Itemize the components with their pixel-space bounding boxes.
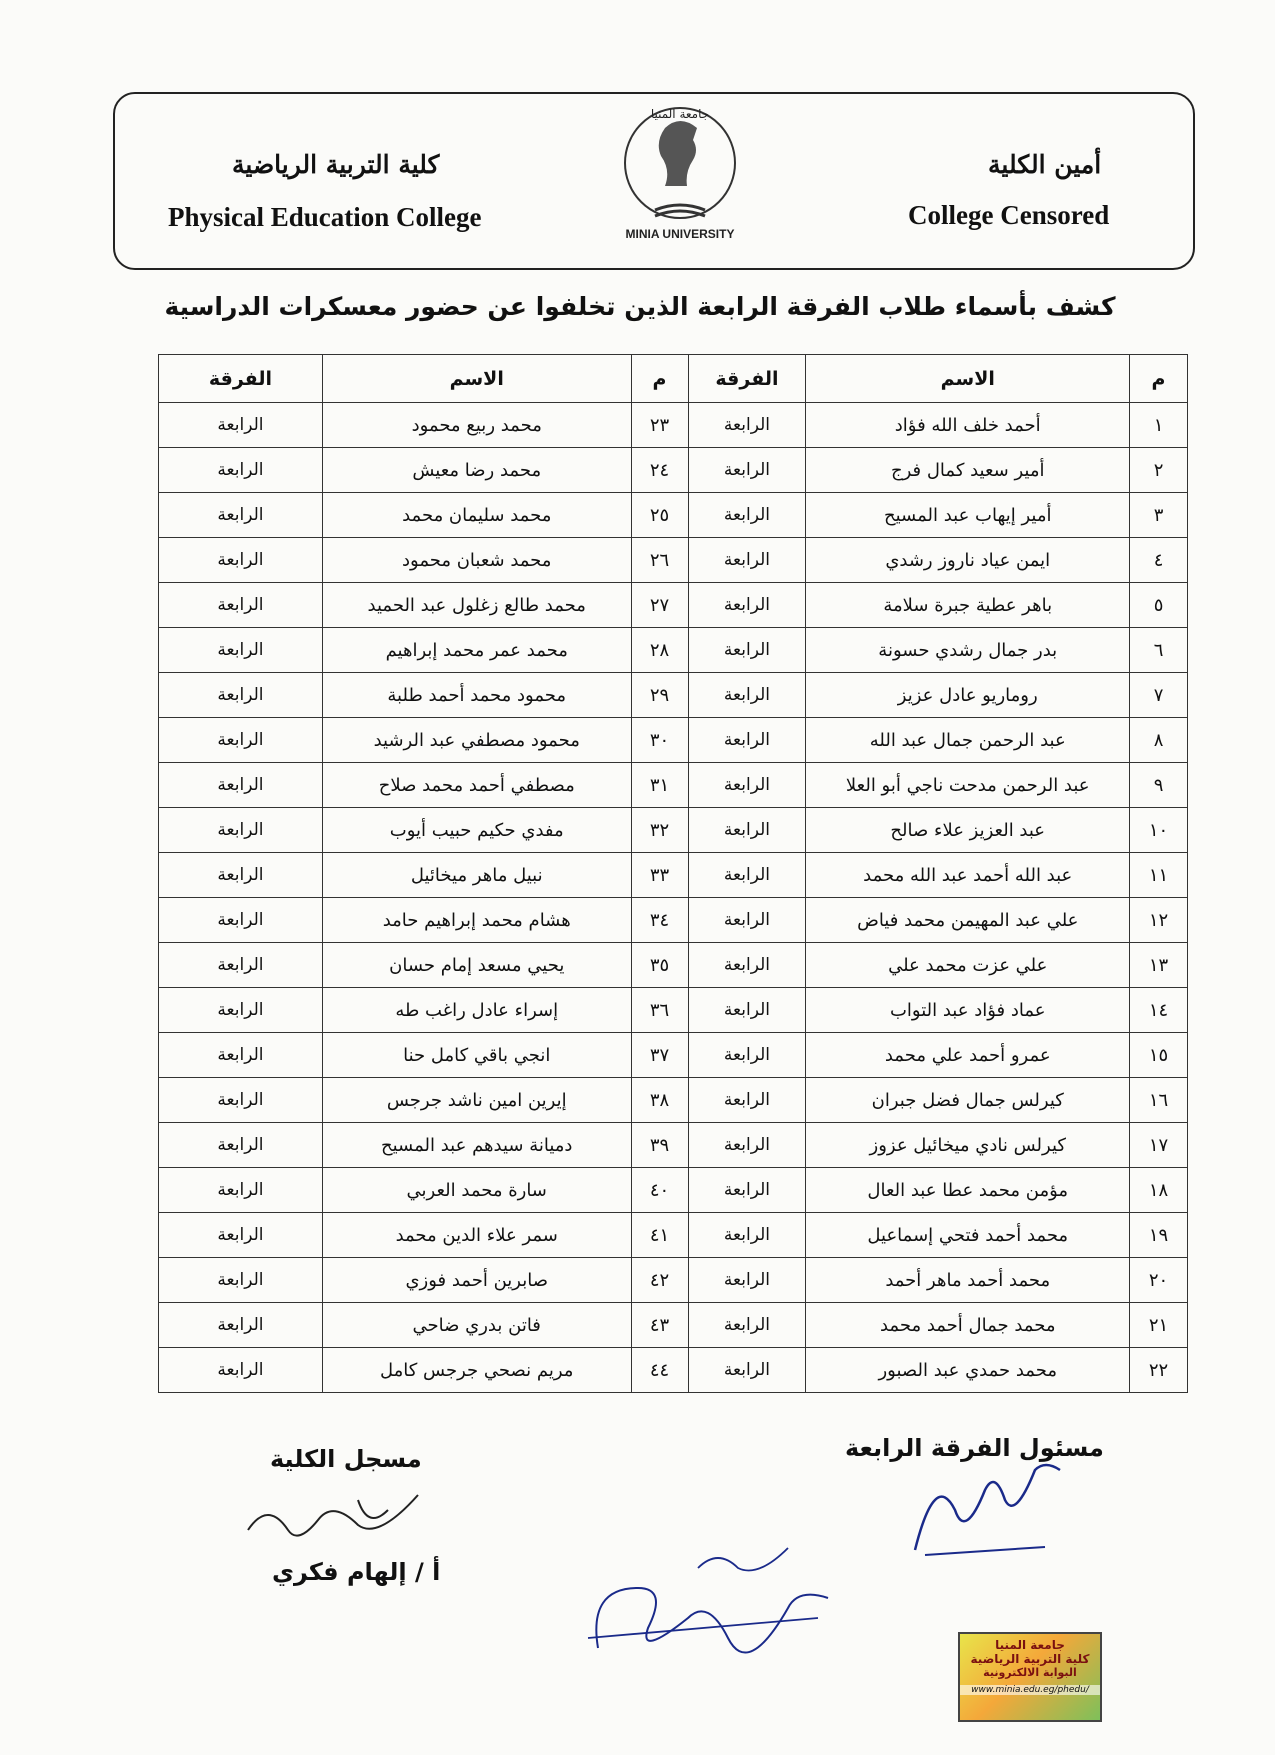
student-number: ٣٠ [631, 718, 688, 763]
college-secretary-english: College Censored [908, 200, 1110, 230]
student-grade: الرابعة [688, 763, 806, 808]
student-name: إيرين امين ناشد جرجس [322, 1078, 631, 1123]
table-row [159, 403, 1188, 448]
table-row [159, 493, 1188, 538]
student-grade: الرابعة [159, 1168, 323, 1213]
col-header-name: الاسم [322, 355, 631, 403]
student-grade: الرابعة [159, 898, 323, 943]
student-number: ١٩ [1130, 1213, 1188, 1258]
student-grade: الرابعة [159, 853, 323, 898]
student-name: محمد ربيع محمود [322, 403, 631, 448]
student-number: ٣١ [631, 763, 688, 808]
dean-signature [578, 1538, 868, 1668]
student-grade: الرابعة [159, 673, 323, 718]
student-number: ٤٢ [631, 1258, 688, 1303]
student-grade: الرابعة [688, 403, 806, 448]
student-number: ١٨ [1130, 1168, 1188, 1213]
student-grade: الرابعة [159, 448, 323, 493]
student-grade: الرابعة [159, 538, 323, 583]
table-row [159, 628, 1188, 673]
student-number: ١٣ [1130, 943, 1188, 988]
student-name: محمد حمدي عبد الصبور [806, 1348, 1130, 1393]
student-name: محمد سليمان محمد [322, 493, 631, 538]
student-grade: الرابعة [159, 1033, 323, 1078]
student-number: ٣٧ [631, 1033, 688, 1078]
student-name: عبد الله أحمد عبد الله محمد [806, 853, 1130, 898]
table-header-row [159, 355, 1188, 403]
student-number: ٣٣ [631, 853, 688, 898]
student-grade: الرابعة [159, 1123, 323, 1168]
student-number: ٣٨ [631, 1078, 688, 1123]
registrar-signature [238, 1480, 458, 1550]
student-number: ٤٤ [631, 1348, 688, 1393]
table-row [159, 1258, 1188, 1303]
student-number: ٢٠ [1130, 1258, 1188, 1303]
col-header-number: م [1130, 355, 1188, 403]
student-name: انجي باقي كامل حنا [322, 1033, 631, 1078]
stamp-line-university: جامعة المنيا [995, 1638, 1065, 1652]
student-number: ١٧ [1130, 1123, 1188, 1168]
student-name: محمد طالع زغلول عبد الحميد [322, 583, 631, 628]
college-name-arabic: كلية التربية الرياضية [232, 150, 440, 179]
table-row [159, 763, 1188, 808]
col-header-number: م [631, 355, 688, 403]
student-number: ١٠ [1130, 808, 1188, 853]
student-grade: الرابعة [688, 538, 806, 583]
student-grade: الرابعة [159, 1213, 323, 1258]
student-grade: الرابعة [688, 1348, 806, 1393]
student-name: روماريو عادل عزيز [806, 673, 1130, 718]
table-row [159, 1123, 1188, 1168]
student-number: ٢٧ [631, 583, 688, 628]
student-name: يحيي مسعد إمام حسان [322, 943, 631, 988]
student-grade: الرابعة [159, 583, 323, 628]
student-grade: الرابعة [688, 1258, 806, 1303]
student-name: مريم نصحي جرجس كامل [322, 1348, 631, 1393]
supervisor-signature [905, 1460, 1075, 1570]
student-grade: الرابعة [159, 403, 323, 448]
student-grade: الرابعة [688, 1213, 806, 1258]
student-name: ايمن عياد ناروز رشدي [806, 538, 1130, 583]
student-number: ١٦ [1130, 1078, 1188, 1123]
student-name: سارة محمد العربي [322, 1168, 631, 1213]
student-name: نبيل ماهر ميخائيل [322, 853, 631, 898]
student-number: ٥ [1130, 583, 1188, 628]
student-name: عبد الرحمن مدحت ناجي أبو العلا [806, 763, 1130, 808]
student-name: محمد رضا معيش [322, 448, 631, 493]
student-number: ١ [1130, 403, 1188, 448]
student-grade: الرابعة [688, 1033, 806, 1078]
student-name: محمد شعبان محمود [322, 538, 631, 583]
student-number: ٢٤ [631, 448, 688, 493]
col-header-grade: الفرقة [688, 355, 806, 403]
table-row [159, 1078, 1188, 1123]
student-grade: الرابعة [688, 1168, 806, 1213]
student-name: فاتن بدري ضاحي [322, 1303, 631, 1348]
student-name: مصطفي أحمد محمد صلاح [322, 763, 631, 808]
student-grade: الرابعة [159, 628, 323, 673]
table-row [159, 448, 1188, 493]
student-name: أمير سعيد كمال فرج [806, 448, 1130, 493]
student-number: ٤١ [631, 1213, 688, 1258]
student-number: ٣٤ [631, 898, 688, 943]
student-number: ٢ [1130, 448, 1188, 493]
student-name: محمود مصطفي عبد الرشيد [322, 718, 631, 763]
student-grade: الرابعة [159, 988, 323, 1033]
student-name: باهر عطية جبرة سلامة [806, 583, 1130, 628]
student-name: مفدي حكيم حبيب أيوب [322, 808, 631, 853]
student-grade: الرابعة [688, 448, 806, 493]
student-grade: الرابعة [688, 673, 806, 718]
student-number: ٤٠ [631, 1168, 688, 1213]
student-number: ١١ [1130, 853, 1188, 898]
student-number: ٦ [1130, 628, 1188, 673]
student-number: ٢٣ [631, 403, 688, 448]
student-name: محمد عمر محمد إبراهيم [322, 628, 631, 673]
table-row [159, 718, 1188, 763]
table-row [159, 1213, 1188, 1258]
student-number: ١٥ [1130, 1033, 1188, 1078]
student-grade: الرابعة [159, 1078, 323, 1123]
student-name: سمر علاء الدين محمد [322, 1213, 631, 1258]
student-name: كيرلس جمال فضل جبران [806, 1078, 1130, 1123]
table-row [159, 808, 1188, 853]
signature-label-class-supervisor: مسئول الفرقة الرابعة [845, 1434, 1104, 1462]
student-number: ٧ [1130, 673, 1188, 718]
table-row [159, 988, 1188, 1033]
student-name: محمود محمد أحمد طلبة [322, 673, 631, 718]
table-row [159, 673, 1188, 718]
student-grade: الرابعة [688, 808, 806, 853]
student-name: بدر جمال رشدي حسونة [806, 628, 1130, 673]
student-name: أحمد خلف الله فؤاد [806, 403, 1130, 448]
student-grade: الرابعة [688, 853, 806, 898]
student-name: عمرو أحمد علي محمد [806, 1033, 1130, 1078]
student-grade: الرابعة [688, 493, 806, 538]
student-grade: الرابعة [159, 493, 323, 538]
student-grade: الرابعة [688, 1078, 806, 1123]
student-number: ٣ [1130, 493, 1188, 538]
document-title: كشف بأسماء طلاب الفرقة الرابعة الذين تخلفوا عن حضور معسكرات الدراسية [164, 292, 1116, 321]
stamp-line-college: كلية التربية الرياضية [970, 1652, 1090, 1666]
student-name: عماد فؤاد عبد التواب [806, 988, 1130, 1033]
table-row [159, 1348, 1188, 1393]
table-row [159, 538, 1188, 583]
table-row [159, 853, 1188, 898]
student-grade: الرابعة [688, 718, 806, 763]
student-number: ٣٦ [631, 988, 688, 1033]
student-number: ٢١ [1130, 1303, 1188, 1348]
student-grade: الرابعة [159, 1303, 323, 1348]
logo-english-text: MINIA UNIVERSITY [625, 227, 735, 241]
col-header-grade: الفرقة [159, 355, 323, 403]
stamp-url: www.minia.edu.eg/phedu/ [960, 1685, 1100, 1695]
students-table [158, 354, 1188, 1393]
student-number: ٣٩ [631, 1123, 688, 1168]
student-grade: الرابعة [688, 898, 806, 943]
student-number: ١٢ [1130, 898, 1188, 943]
student-number: ٢٥ [631, 493, 688, 538]
student-name: عبد العزيز علاء صالح [806, 808, 1130, 853]
student-number: ٣٢ [631, 808, 688, 853]
student-name: دميانة سيدهم عبد المسيح [322, 1123, 631, 1168]
student-grade: الرابعة [688, 1303, 806, 1348]
table-row [159, 1303, 1188, 1348]
student-number: ٨ [1130, 718, 1188, 763]
student-grade: الرابعة [688, 988, 806, 1033]
student-grade: الرابعة [159, 1348, 323, 1393]
table-row [159, 1033, 1188, 1078]
student-number: ٢٩ [631, 673, 688, 718]
student-name: صابرين أحمد فوزي [322, 1258, 631, 1303]
student-number: ٢٦ [631, 538, 688, 583]
signature-label-registrar: مسجل الكلية [270, 1445, 422, 1473]
logo-arabic-text: جامعة المنيا [650, 107, 710, 121]
student-grade: الرابعة [159, 943, 323, 988]
student-grade: الرابعة [688, 943, 806, 988]
student-number: ٢٢ [1130, 1348, 1188, 1393]
student-name: علي عزت محمد علي [806, 943, 1130, 988]
student-grade: الرابعة [688, 1123, 806, 1168]
student-name: إسراء عادل راغب طه [322, 988, 631, 1033]
table-row [159, 583, 1188, 628]
student-name: مؤمن محمد عطا عبد العال [806, 1168, 1130, 1213]
student-name: علي عبد المهيمن محمد فياض [806, 898, 1130, 943]
student-grade: الرابعة [159, 808, 323, 853]
student-number: ٢٨ [631, 628, 688, 673]
college-name-english: Physical Education College [168, 202, 482, 232]
electronic-portal-stamp [958, 1632, 1102, 1722]
student-name: محمد أحمد فتحي إسماعيل [806, 1213, 1130, 1258]
student-name: كيرلس نادي ميخائيل عزوز [806, 1123, 1130, 1168]
col-header-name: الاسم [806, 355, 1130, 403]
student-name: محمد أحمد ماهر أحمد [806, 1258, 1130, 1303]
student-number: ١٤ [1130, 988, 1188, 1033]
student-grade: الرابعة [159, 718, 323, 763]
student-name: عبد الرحمن جمال عبد الله [806, 718, 1130, 763]
student-number: ٣٥ [631, 943, 688, 988]
student-grade: الرابعة [688, 628, 806, 673]
stamp-line-portal: البوابة الالكترونية [983, 1666, 1077, 1679]
table-row [159, 898, 1188, 943]
student-name: أمير إيهاب عبد المسيح [806, 493, 1130, 538]
minia-university-logo [595, 98, 765, 248]
student-name: محمد جمال أحمد محمد [806, 1303, 1130, 1348]
table-row [159, 1168, 1188, 1213]
student-name: هشام محمد إبراهيم حامد [322, 898, 631, 943]
student-grade: الرابعة [688, 583, 806, 628]
student-number: ٤ [1130, 538, 1188, 583]
registrar-name: أ / إلهام فكري [272, 1558, 441, 1586]
student-grade: الرابعة [159, 1258, 323, 1303]
student-grade: الرابعة [159, 763, 323, 808]
college-secretary-arabic: أمين الكلية [988, 150, 1102, 179]
student-number: ٤٣ [631, 1303, 688, 1348]
table-row [159, 943, 1188, 988]
student-number: ٩ [1130, 763, 1188, 808]
